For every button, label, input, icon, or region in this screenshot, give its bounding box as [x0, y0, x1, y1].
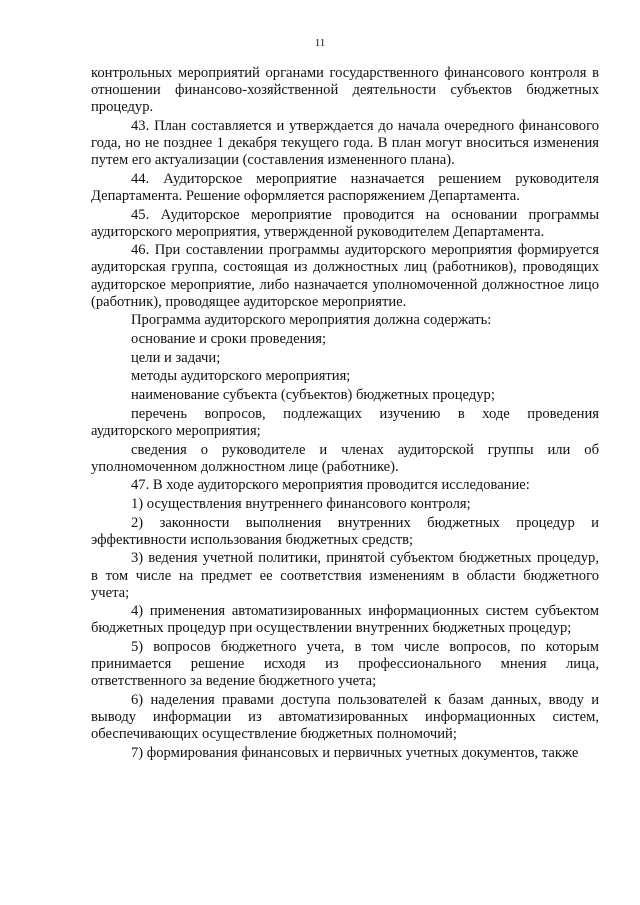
research-item-7: 7) формирования финансовых и первичных учетных документов, также — [131, 744, 579, 761]
program-item-methods: методы аудиторского мероприятия; — [131, 368, 351, 385]
program-item-goals: цели и задачи; — [131, 349, 221, 366]
research-item-6: 6) наделения правами доступа пользователей к базам данных, вводу и выводу информации из автоматизированных информационных систем, обеспечивающих осуществление бюджетных полномочий; — [91, 691, 599, 743]
paragraph-47: 47. В ходе аудиторского мероприятия проводится исследование: — [131, 477, 530, 494]
paragraph-continuation: контрольных мероприятий органами государственного финансового контроля в отношении финансово-хозяйственной деятельности субъектов бюджетных процедур. — [91, 65, 599, 116]
program-item-basis: основание и сроки проведения; — [131, 330, 327, 347]
program-item-group-info: сведения о руководителе и членах аудиторской группы или об уполномоченном должностном лице (работнике). — [91, 441, 599, 475]
research-item-2: 2) законности выполнения внутренних бюджетных процедур и эффективности использования бюджетных средств; — [91, 514, 599, 548]
research-item-1: 1) осуществления внутреннего финансового контроля; — [131, 495, 471, 512]
research-item-5: 5) вопросов бюджетного учета, в том числе вопросов, по которым принимается решение исходя из профессионального мнения лица, ответственного за ведение бюджетного учета; — [91, 639, 599, 690]
program-contents-intro: Программа аудиторского мероприятия должна содержать: — [131, 312, 492, 329]
paragraph-44: 44. Аудиторское мероприятие назначается решением руководителя Департамента. Решение оформляется распоряжением Департамента. — [91, 170, 599, 204]
document-body — [91, 65, 599, 762]
paragraph-43: 43. План составляется и утверждается до начала очередного финансового года, но не позднее 1 декабря текущего года. В план могут вноситься изменения путем его актуализации (составления измененного плана). — [91, 117, 599, 169]
research-item-3: 3) ведения учетной политики, принятой субъектом бюджетных процедур, в том числе на предмет ее соответствия изменениям в области бюджетного учета; — [91, 550, 599, 601]
program-item-questions: перечень вопросов, подлежащих изучению в ходе проведения аудиторского мероприятия; — [91, 405, 599, 439]
paragraph-45: 45. Аудиторское мероприятие проводится на основании программы аудиторского мероприятия, утвержденной руководителем Департамента. — [91, 206, 599, 240]
page-number: 11 — [314, 37, 326, 49]
program-item-subject: наименование субъекта (субъектов) бюджетных процедур; — [131, 387, 495, 404]
research-item-4: 4) применения автоматизированных информационных систем субъектом бюджетных процедур при осуществлении внутренних бюджетных процедур; — [91, 603, 599, 637]
paragraph-46: 46. При составлении программы аудиторского мероприятия формируется аудиторская группа, состоящая из должностных лиц (работников), проводящих аудиторское мероприятие, либо назначается уполномоченной должностное лицо (работник), проводящее аудиторское мероприятие. — [91, 242, 599, 310]
